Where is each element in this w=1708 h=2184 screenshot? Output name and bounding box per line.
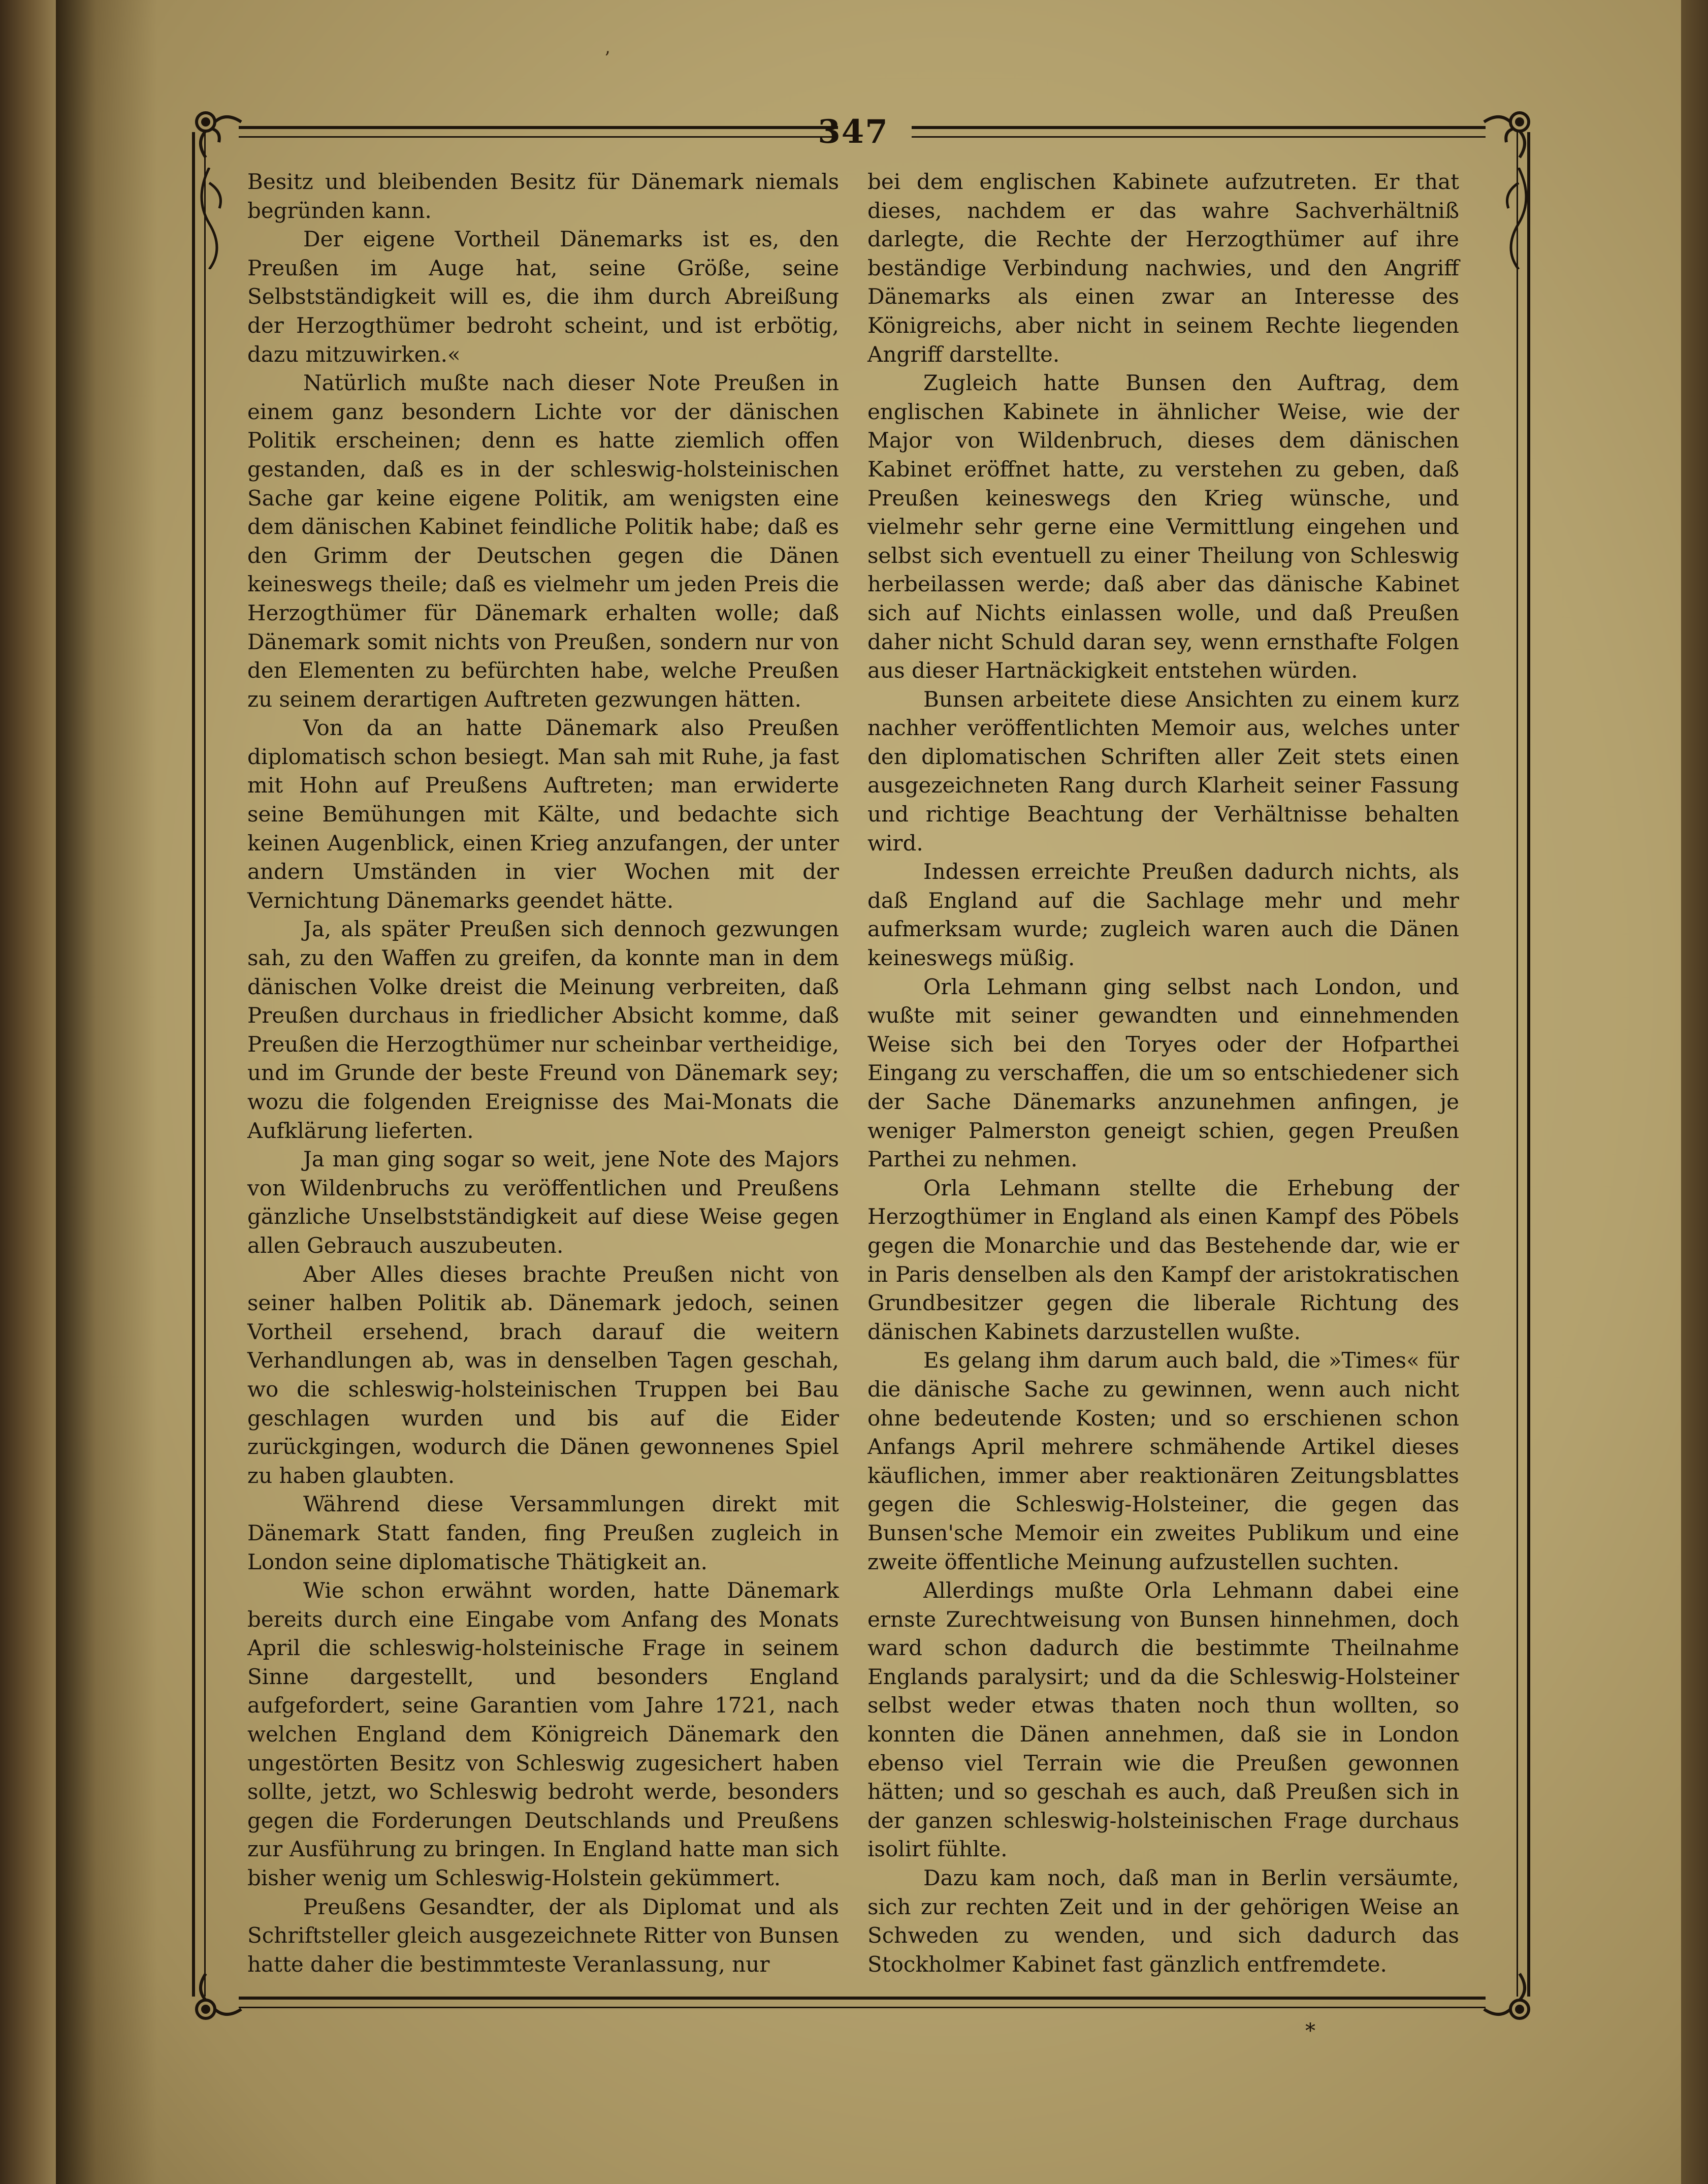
top-rule-left-thin bbox=[239, 136, 838, 138]
page-mark: ’ bbox=[604, 48, 610, 69]
bottom-rule-thin bbox=[239, 2007, 1486, 2008]
paragraph: Der eigene Vortheil Dänemarks ist es, den Preußen im Auge hat, seine Größe, seine Selbstständigkeit will es, die ihm durch Abreißung der Herzogthümer bedroht scheint, und ist erbötig, dazu mitzuwirken.« bbox=[247, 227, 839, 367]
paragraph: Allerdings mußte Orla Lehmann dabei eine ernste Zurechtweisung von Bunsen hinnehmen, doch ward schon dadurch die bestimmte Theilnahme Englands paralysirt; und da die Schleswig-Holsteiner selbst weder etwas thaten noch thun wollten, so konnten die Dänen annehmen, daß sie in London ebenso viel Terrain wie die Preußen gewonnen hätten; und so geschah es auch, daß Preußen sich in der ganzen schleswig-holsteinischen Frage durchaus isolirt fühlte. bbox=[867, 1578, 1459, 1862]
top-rule-left bbox=[239, 126, 838, 129]
corner-ornament-bottom-left-icon bbox=[185, 1969, 246, 2030]
corner-ornament-top-left-icon bbox=[185, 102, 246, 163]
paragraph: Aber Alles dieses brachte Preußen nicht von seiner halben Politik ab. Dänemark jedoch, seinen Vortheil ersehend, brach darauf die weitern Verhandlungen ab, was in denselben Tagen geschah, wo die schleswig-holsteinischen Truppen bei Bau geschlagen wurden und bis auf die Eider zurückgingen, wodurch die Dänen gewonnenes Spiel zu haben glaubten. bbox=[247, 1261, 839, 1488]
paragraph: Es gelang ihm darum auch bald, die »Times« für die dänische Sache zu gewinnen, wenn auch nicht ohne bedeutende Kosten; und so erschienen schon Anfangs April mehrere schmähende Artikel dieses käuflichen, immer aber reaktionären Zeitungsblattes gegen die Schleswig-Holsteiner, die gegen das Bunsen'sche Memoir ein zweites Publikum und eine zweite öffentliche Meinung aufzustellen suchten. bbox=[867, 1348, 1459, 1574]
vine-ornament-right-icon bbox=[1478, 168, 1539, 269]
right-text-column bbox=[867, 168, 1459, 1979]
paragraph: Bunsen arbeitete diese Ansichten zu einem kurz nachher veröffentlichten Memoir aus, welches unter den diplomatischen Schriften aller Zeit stets einen ausgezeichneten Rang durch Klarheit seiner Fassung und richtige Beachtung der Verhältnisse behalten wird. bbox=[867, 686, 1459, 856]
paragraph: Von da an hatte Dänemark also Preußen diplomatisch schon besiegt. Man sah mit Ruhe, ja fast mit Hohn auf Preußens Auftreten; man erwiderte seine Bemühungen mit Kälte, und bedachte sich keinen Augenblick, einen Krieg anzufangen, der unter andern Umständen in vier Wochen mit der Vernichtung Dänemarks geendet hätte. bbox=[247, 715, 839, 913]
paragraph: Zugleich hatte Bunsen den Auftrag, dem englischen Kabinete in ähnlicher Weise, wie der Major von Wildenbruch, dieses dem dänischen Kabinet eröffnet hatte, zu verstehen zu geben, daß Preußen keineswegs den Krieg wünsche, und vielmehr sehr gerne eine Vermittlung eingehen und selbst sich eventuell zu einer Theilung von Schleswig herbeilassen werde; daß aber das dänische Kabinet sich auf Nichts einlassen wolle, und daß Preußen daher nicht Schuld daran sey, wenn ernsthafte Folgen aus dieser Hartnäckigkeit entstehen würden. bbox=[867, 370, 1459, 683]
paragraph: Natürlich mußte nach dieser Note Preußen in einem ganz besondern Lichte vor der dänischen Politik erscheinen; denn es hatte ziemlich offen gestanden, daß es in der schleswig-holsteinischen Sache gar keine eigene Politik, am wenigsten eine dem dänischen Kabinet feindliche Politik habe; daß es den Grimm der Deutschen gegen die Dänen keineswegs theile; daß es vielmehr um jeden Preis die Herzogthümer für Dänemark erhalten wolle; daß Dänemark somit nichts von Preußen, sondern nur von den Elementen zu befürchten habe, welche Preußen zu seinem derartigen Auftreten gezwungen hätten. bbox=[247, 370, 839, 712]
corner-ornament-top-right-icon bbox=[1479, 102, 1540, 163]
paragraph: Ja, als später Preußen sich dennoch gezwungen sah, zu den Waffen zu greifen, da konnte man in dem dänischen Volke dreist die Meinung verbreiten, daß Preußen durchaus in friedlicher Absicht komme, daß Preußen die Herzogthümer nur scheinbar vertheidige, und im Grunde der beste Freund von Dänemark sey; wozu die folgenden Ereignisse des Mai-Monats die Aufklärung lieferten. bbox=[247, 916, 839, 1143]
paragraph: Wie schon erwähnt worden, hatte Dänemark bereits durch eine Eingabe vom Anfang des Monats April die schleswig-holsteinische Frage in seinem Sinne dargestellt, und besonders England aufgefordert, seine Garantien vom Jahre 1721, nach welchen England dem Königreich Dänemark den ungestörten Besitz von Schleswig zugesichert haben sollte, jetzt, wo Schleswig bedroht werde, besonders gegen die Forderungen Deutschlands und Preußens zur Ausführung zu bringen. In England hatte man sich bisher wenig um Schleswig-Holstein gekümmert. bbox=[247, 1578, 839, 1891]
page-number: 347 bbox=[818, 113, 889, 151]
paragraph: Dazu kam noch, daß man in Berlin versäumte, sich zur rechten Zeit und in der gehörigen Weise an Schweden zu wenden, und sich dadurch das Stockholmer Kabinet fast gänzlich entfremdete. bbox=[867, 1865, 1459, 1977]
paragraph: Orla Lehmann ging selbst nach London, und wußte mit seiner gewandten und einnehmenden Weise sich bei den Toryes oder der Hofparthei Eingang zu verschaffen, die um so entschiedener sich der Sache Dänemarks anzunehmen anfingen, je weniger Palmerston geneigt schien, gegen Preußen Parthei zu nehmen. bbox=[867, 974, 1459, 1172]
left-text-column bbox=[247, 168, 839, 1979]
paragraph: Indessen erreichte Preußen dadurch nichts, als daß England auf die Sachlage mehr und mehr aufmerksam wurde; zugleich waren auch die Dänen keineswegs müßig. bbox=[867, 859, 1459, 971]
vine-ornament-left-icon bbox=[189, 168, 250, 269]
paragraph: bei dem englischen Kabinete aufzutreten. Er that dieses, nachdem er das wahre Sachverhältniß darlegte, die Rechte der Herzogthümer auf ihre beständige Verbindung nachwies, und den Angriff Dänemarks als einen zwar an Interesse des Königreichs, aber nicht in seinem Rechte liegenden Angriff darstellte. bbox=[867, 169, 1459, 367]
paragraph: Während diese Versammlungen direkt mit Dänemark Statt fanden, fing Preußen zugleich in London seine diplomatische Thätigkeit an. bbox=[247, 1492, 839, 1574]
paragraph: Besitz und bleibenden Besitz für Dänemark niemals begründen kann. bbox=[247, 169, 839, 223]
top-rule-right-thin bbox=[912, 136, 1486, 138]
top-rule-right bbox=[912, 126, 1486, 129]
footer-star: * bbox=[1305, 2019, 1315, 2043]
gutter-shadow bbox=[56, 0, 157, 2184]
paragraph: Ja man ging sogar so weit, jene Note des Majors von Wildenbruchs zu veröffentlichen und Preußens gänzliche Unselbstständigkeit auf diese Weise gegen allen Gebrauch auszubeuten. bbox=[247, 1147, 839, 1258]
paragraph: Orla Lehmann stellte die Erhebung der Herzogthümer in England als einen Kampf des Pöbels gegen die Monarchie und das Bestehende dar, wie er in Paris denselben als den Kampf der aristokratischen Grundbesitzer gegen die liberale Richtung des dänischen Kabinets darzustellen wußte. bbox=[867, 1175, 1459, 1344]
paragraph: Preußens Gesandter, der als Diplomat und als Schriftsteller gleich ausgezeichnete Ritter von Bunsen hatte daher die bestimmteste Veranlassung, nur bbox=[247, 1894, 839, 1977]
bottom-rule bbox=[239, 1997, 1486, 2000]
corner-ornament-bottom-right-icon bbox=[1479, 1969, 1540, 2030]
